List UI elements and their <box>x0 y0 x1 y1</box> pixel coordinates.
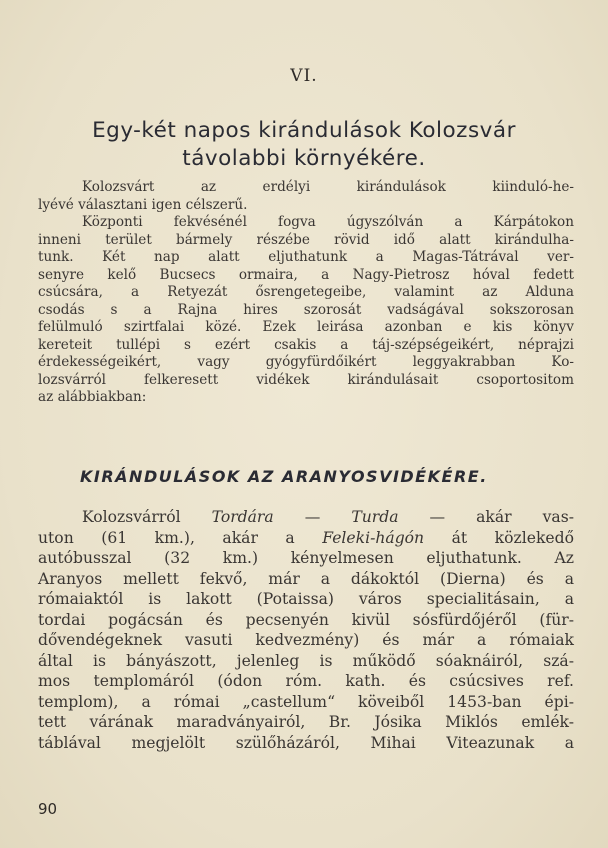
text-line: senyre kelő Bucsecs ormaira, a Nagy-Pietrosz hóval fedett <box>38 266 574 283</box>
intro-paragraph <box>38 179 574 407</box>
place-name-turda: Turda <box>351 508 399 526</box>
text-line: tunk. Két nap alatt eljuthatunk a Magas-Tátrával ver- <box>38 249 574 265</box>
section-heading: KIRÁNDULÁSOK AZ ARANYOSVIDÉKÉRE. <box>80 467 488 486</box>
chapter-number: VI. <box>290 66 318 86</box>
text-line: Központi fekvésénél fogva úgyszólván a Kárpátokon <box>82 214 574 230</box>
text-line: által is bányászott, jelenleg is működő sóaknáiról, szá- <box>38 651 574 670</box>
chapter-title-line-2: távolabbi környékére. <box>182 146 426 171</box>
chapter-title <box>40 117 568 173</box>
text-line: autóbusszal (32 km.) kényelmesen eljuthatunk. Az <box>38 549 574 567</box>
text-line: tett várának maradványairól, Br. Jósika Miklós emlék- <box>38 713 574 731</box>
chapter-title-line-1: Egy-két napos kirándulások Kolozsvár <box>92 118 516 143</box>
text-segment: uton (61 km.), akár a <box>38 528 323 547</box>
text-line: inneni terület bármely részébe rövid idő alatt kirándulha- <box>38 231 574 248</box>
text-line: mos templomáról (ódon róm. kath. és csúcsives ref. <box>38 672 574 690</box>
text-line: érdekességeikért, vagy gyógyfürdőikért leggyakrabban Ko- <box>38 354 574 370</box>
text-line: az alábbiakban: <box>38 389 147 405</box>
text-line: táblával megjelölt szülőházáról, Mihai Viteazunak a <box>38 733 574 752</box>
text-segment: Kolozsvárról <box>82 508 212 526</box>
section-paragraph <box>38 507 574 753</box>
text-line: templom), a római „castellum“ köveiből 1453-ban épi- <box>38 692 574 711</box>
text-line: rómaiaktól is lakott (Potaissa) város specialitásain, a <box>38 590 574 608</box>
text-line <box>38 528 574 549</box>
text-line: csodás s a Rajna hires szorosát vadságával sokszorosan <box>38 301 574 318</box>
page-number: 90 <box>38 800 58 818</box>
text-segment: — <box>273 508 352 526</box>
text-segment: át közlekedő <box>424 528 575 547</box>
text-line: tordai pogácsán és pecsenyén kivül sósfürdőjéről (für- <box>38 610 574 629</box>
text-line: dővendégeknek vasuti kedvezmény) és már a rómaiak <box>38 631 574 649</box>
text-line: Kolozsvárt az erdélyi kirándulások kiinduló-he- <box>82 179 574 195</box>
place-name-feleki: Feleki-hágón <box>322 528 425 547</box>
text-line: kereteit tullépi s ezért csakis a táj-szépségeikért, néprajzi <box>38 336 574 353</box>
place-name-torda: Tordára <box>211 508 274 526</box>
text-line: felülmuló szirtfalai közé. Ezek leirása azonban e kis könyv <box>38 319 574 335</box>
text-line: csúcsára, a Retyezát ősrengetegeibe, valamint az Alduna <box>38 284 574 300</box>
text-line: lyévé választani igen célszerű. <box>38 196 248 213</box>
text-segment: — akár vas- <box>398 508 575 526</box>
text-line: Aranyos mellett fekvő, már a dákoktól (Dierna) és a <box>38 569 574 588</box>
text-line: lozsvárról felkeresett vidékek kirándulásait csoportositom <box>38 371 574 388</box>
text-line <box>38 507 574 528</box>
